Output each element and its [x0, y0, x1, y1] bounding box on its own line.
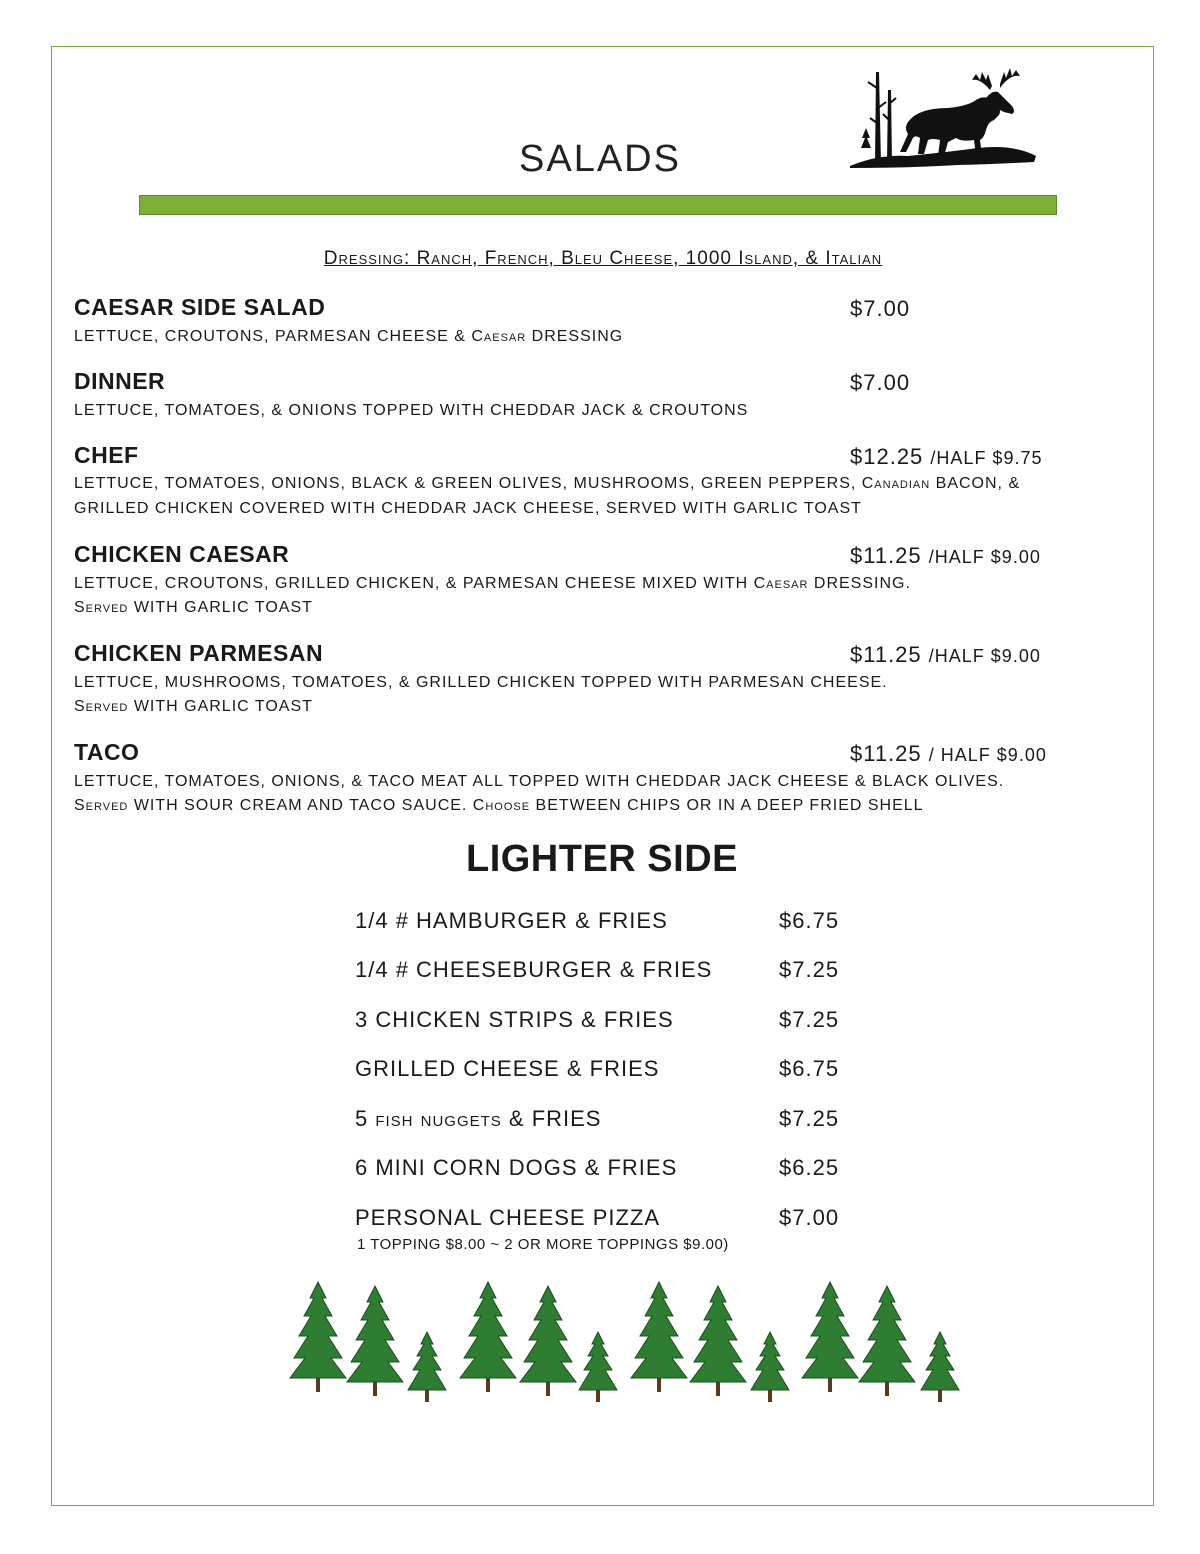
lighter-item-price: $6.75 [779, 908, 840, 933]
lighter-side-title: LIGHTER SIDE [465, 838, 739, 880]
salad-description: LETTUCE, TOMATOES, ONIONS, & TACO MEAT ALL TOPPED WITH CHEDDAR JACK CHEESE & BLACK OLIVES. [74, 773, 1005, 790]
section-title: SALADS [519, 138, 681, 180]
salad-description: Served WITH SOUR CREAM AND TACO SAUCE. Choose BETWEEN CHIPS OR IN A DEEP FRIED SHELL [74, 797, 924, 814]
lighter-item-price: $7.00 [779, 1205, 840, 1230]
salad-description: LETTUCE, CROUTONS, GRILLED CHICKEN, & PARMESAN CHEESE MIXED WITH Caesar DRESSING. [74, 575, 911, 592]
pizza-topping-note: 1 TOPPING $8.00 ~ 2 OR MORE TOPPINGS $9.00) [357, 1236, 729, 1253]
salad-description: LETTUCE, TOMATOES, ONIONS, BLACK & GREEN OLIVES, MUSHROOMS, GREEN PEPPERS, Canadian BACON, & [74, 475, 1021, 492]
lighter-item-name: 3 CHICKEN STRIPS & FRIES [355, 1007, 674, 1032]
lighter-item-name: 1/4 # CHEESEBURGER & FRIES [355, 957, 713, 982]
salad-name: CAESAR SIDE SALAD [74, 294, 326, 320]
salad-description: LETTUCE, MUSHROOMS, TOMATOES, & GRILLED CHICKEN TOPPED WITH PARMESAN CHEESE. [74, 674, 888, 691]
salad-description: Served WITH GARLIC TOAST [74, 698, 313, 715]
lighter-item-name: 1/4 # HAMBURGER & FRIES [355, 908, 668, 933]
salad-description: GRILLED CHICKEN COVERED WITH CHEDDAR JACK CHEESE, SERVED WITH GARLIC TOAST [74, 500, 862, 517]
lighter-item-price: $7.25 [779, 1007, 840, 1032]
lighter-item-price: $7.25 [779, 957, 840, 982]
dressing-options: Dressing: Ranch, French, Bleu Cheese, 1000 Island, & Italian [323, 248, 883, 269]
salad-description: LETTUCE, CROUTONS, PARMESAN CHEESE & Caesar DRESSING [74, 328, 624, 345]
salad-half-price: / HALF $9.00 [928, 745, 1047, 765]
lighter-item-price: $7.25 [779, 1106, 840, 1131]
lighter-item-name: PERSONAL CHEESE PIZZA [355, 1205, 661, 1230]
salad-name: CHICKEN CAESAR [74, 541, 290, 567]
salad-price: $12.25 /HALF $9.75 [850, 444, 1043, 469]
lighter-item-name: GRILLED CHEESE & FRIES [355, 1056, 660, 1081]
salad-name: DINNER [74, 368, 166, 394]
title-divider-bar [139, 195, 1057, 215]
lighter-item-name: 5 fish nuggets & FRIES [355, 1106, 602, 1131]
salad-price: $7.00 [850, 296, 911, 321]
lighter-item-name: 6 MINI CORN DOGS & FRIES [355, 1155, 678, 1180]
salad-name: TACO [74, 739, 140, 765]
lighter-item-price: $6.75 [779, 1056, 840, 1081]
lighter-item-price: $6.25 [779, 1155, 840, 1180]
salad-price: $11.25 /HALF $9.00 [850, 543, 1041, 568]
pine-trees-icon [285, 1278, 965, 1404]
salad-half-price: /HALF $9.00 [928, 646, 1041, 666]
salad-price: $11.25 / HALF $9.00 [850, 741, 1047, 766]
salad-price: $7.00 [850, 370, 911, 395]
salad-name: CHEF [74, 442, 139, 468]
salad-half-price: /HALF $9.75 [930, 448, 1043, 468]
salad-half-price: /HALF $9.00 [928, 547, 1041, 567]
salad-price: $11.25 /HALF $9.00 [850, 642, 1041, 667]
salad-name: CHICKEN PARMESAN [74, 640, 324, 666]
salad-description: Served WITH GARLIC TOAST [74, 599, 313, 616]
salad-description: LETTUCE, TOMATOES, & ONIONS TOPPED WITH CHEDDAR JACK & CROUTONS [74, 402, 749, 419]
